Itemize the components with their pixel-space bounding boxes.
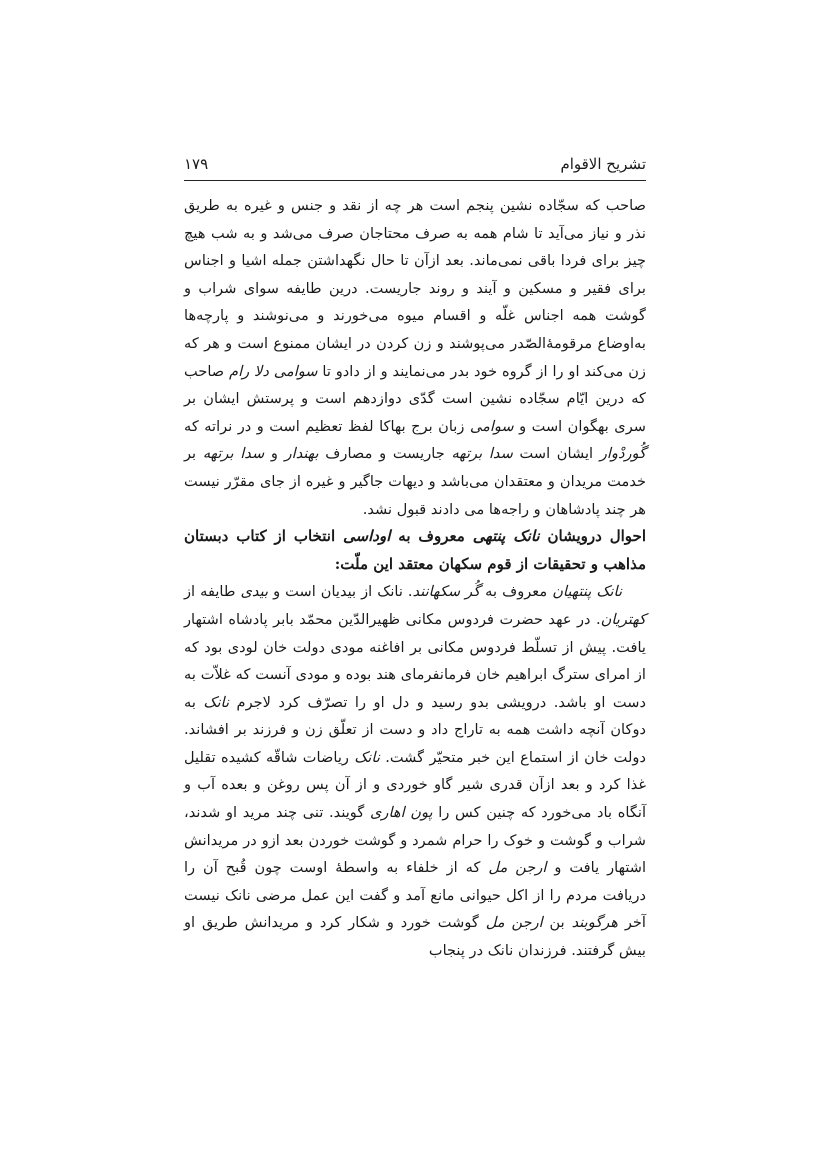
text-run: جاریست و مصارف xyxy=(318,445,452,463)
italic-term: نانک xyxy=(203,693,230,711)
text-run: صاحب که سجّاده نشین پنجم است هر چه از نقد و جنس و غیره به طریق نذر و نیاز می‌آید تا شام همه به صرف محتاجان صرف می‌شد و به شب هیچ چیز برای فردا باقی نمی‌ماند. بعد ازآن تا حال نگهداشتن جمله اشیا و اجناس برای فقیر و مسکین و آیند و روند جاریست. درین طایفه سوای شراب و گوشت همه اجناس غلّه و اقسام میوه می‌خورند و می‌نوشند و پارچه‌ها به‌اوضاع مرقومهٔ‌الصّدر می‌پوشند و زن کردن در ایشان ممنوع است و هر که زن می‌کند او را از گروه خود بدر می‌نمایند و از دادو تا xyxy=(184,197,646,380)
text-run: گوشت خورد و شکار کرد و مریدانش طریق او بیش گرفتند. فرزندان نانک در پنجاب xyxy=(184,914,646,960)
italic-term: گُوردْوار xyxy=(599,445,646,463)
italic-term: سدا برتهه xyxy=(451,445,513,463)
text-run: ریاضات شاقّه کشیده تقلیل غذا کرد و بعد ازآن قدری شیر گاو خوردی و از آن پس روغن و بعده آب و آنگاه باد می‌خورد که چنین کس را xyxy=(184,748,646,822)
italic-term: سدا برتهه xyxy=(202,445,265,463)
body-text xyxy=(184,192,646,965)
page-number: ۱۷۹ xyxy=(184,155,209,173)
italic-term: نانک xyxy=(354,748,380,766)
text-run: که از خلفاء به واسطهٔ اوست چون قُبح آن را دریافت مردم را از اکل حیوانی مانع آمد و گفت این عمل مرضی نانک نیست آخر xyxy=(184,859,646,932)
running-title: تشریح الاقوام xyxy=(560,155,646,173)
paragraph-2 xyxy=(184,578,646,964)
running-header xyxy=(184,146,646,174)
text-run: معروف به xyxy=(390,527,473,546)
text-run: بر خدمت مریدان و معتقدان می‌باشد و دیهات جاگیر و غیره از جای مقرّر نیست هر چند پادشاهان و راجه‌ها می دادند قبول نشد. xyxy=(184,445,646,518)
italic-term: سوامی xyxy=(469,417,514,435)
text-run: بن xyxy=(542,914,572,932)
header-rule xyxy=(184,180,646,181)
text-run: ایشان است xyxy=(512,445,600,463)
italic-term: هرگوبند xyxy=(571,914,618,932)
italic-term: بهندار xyxy=(284,445,319,463)
italic-term: ارجن مل xyxy=(485,914,543,932)
text-run: زبان برج بهاکا لفظ تعظیم است و در نراته که xyxy=(184,417,470,435)
text-run: گویند. تنی چند مرید او شدند، شراب و گوشت و خوک را حرام شمرد و گوشت خوردن بعد ازو در مریدانش اشتهار یافت و xyxy=(184,804,647,877)
italic-term: ارجن مل xyxy=(488,859,547,877)
text-run: . نانک از بیدیان است و xyxy=(268,583,413,601)
text-run: صاحب که درین ایّام سجّاده نشین است گدّی دوازدهم است و پرستش ایشان بر سری بهگوان است و xyxy=(184,362,646,435)
text-run: انتخاب از کتاب دبستان مذاهب و تحقیقات از قوم سکهان معتقد این ملّت: xyxy=(184,527,646,573)
section-heading xyxy=(184,523,646,578)
text-run: به دوکان آنچه داشت همه به تاراج داد و دست از تعلّق زن و فرزند بر افشاند. دولت خان از استماع این خبر متحیّر گشت. xyxy=(184,693,646,766)
text-run: احوال درویشان xyxy=(539,527,646,546)
italic-term: کهتریان xyxy=(600,610,646,628)
italic-term: نانک پنتهی xyxy=(472,527,540,546)
text-run: . در عهد حضرت فردوس مکانی ظهیرالدّین محمّد بابر پادشاه اشتهار یافت. پیش از تسلّط فردوس مکانی بر افاغنه مودی دولت خان لودی بود که از امرای سترگ ابراهیم خان فرمانفرمای هند بوده و مودی آنست که غلاّت به دست او باشد. درویشی بدو رسید و دل او را تصرّف کرد لاجرم xyxy=(184,610,646,711)
italic-term: سوامی دلا رام xyxy=(229,362,318,380)
italic-term: اوداسی xyxy=(343,527,391,546)
italic-term: بیدی xyxy=(240,583,269,601)
text-run: و xyxy=(264,445,285,463)
paragraph-1 xyxy=(184,192,646,523)
text-run: معروف به xyxy=(480,583,553,601)
italic-term: پون اهاری xyxy=(369,804,433,822)
italic-term: نانک پنتهیان xyxy=(552,583,623,601)
italic-term: گُر سکهانند xyxy=(412,583,481,601)
text-run: طایفه از xyxy=(184,583,241,601)
